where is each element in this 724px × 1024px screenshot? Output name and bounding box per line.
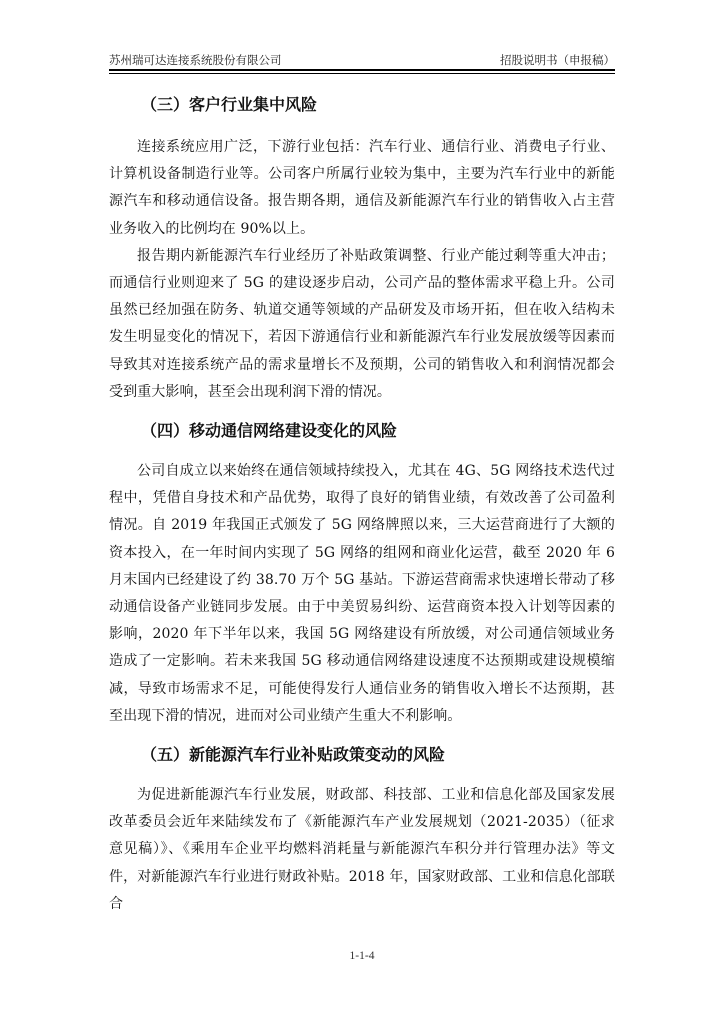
document-body	[109, 80, 615, 918]
page-header	[109, 50, 615, 68]
section-customer-concentration-risk	[109, 94, 615, 406]
section-heading: （三）客户行业集中风险	[141, 95, 318, 114]
body-paragraph: 公司自成立以来始终在通信领域持续投入，尤其在 4G、5G 网络技术迭代过程中，凭借自身技术和产品优势，取得了良好的销售业绩，有效改善了公司盈利情况。自 2019 年我国正式颁发了 5G 网络牌照以来，三大运营商进行了大额的资本投入，在一年时间内实现了 5G 网络的组网和商业化运营，截至 2020 年 6 月末国内已经建设了约 38.70 万个 5G 基站。下游运营商需求快速增长带动了移动通信设备产业链同步发展。由于中美贸易纠纷、运营商资本投入计划等因素的影响，2020 年下半年以来，我国 5G 网络建设有所放缓，对公司通信领域业务造成了一定影响。若未来我国 5G 移动通信网络建设速度不达预期或建设规模缩减，导致市场需求不足，可能使得发行人通信业务的销售收入增长不达预期，甚至出现下滑的情况，进而对公司业绩产生重大不利影响。	[109, 463, 615, 724]
header-document-type: 招股说明书（申报稿）	[500, 53, 615, 67]
body-paragraph: 报告期内新能源汽车行业经历了补贴政策调整、行业产能过剩等重大冲击；而通信行业则迎来了 5G 的建设逐步启动，公司产品的整体需求平稳上升。公司虽然已经加强在防务、轨道交通等领域的产品研发及市场开拓，但在收入结构未发生明显变化的情况下，若因下游通信行业和新能源汽车行业发展放缓等因素而导致其对连接系统产品的需求量增长不及预期，公司的销售收入和利润情况都会受到重大影响，甚至会出现利润下滑的情况。	[109, 247, 615, 400]
section-nev-subsidy-risk	[109, 744, 615, 918]
body-paragraph: 为促进新能源汽车行业发展，财政部、科技部、工业和信息化部及国家发展改革委员会近年来陆续发布了《新能源汽车产业发展规划（2021-2035）（征求意见稿）》、《乘用车企业平均燃料消耗量与新能源汽车积分并行管理办法》等文件，对新能源汽车行业进行财政补贴。2018 年，国家财政部、工业和信息化部联合	[109, 787, 615, 912]
body-paragraph: 连接系统应用广泛，下游行业包括：汽车行业、通信行业、消费电子行业、计算机设备制造行业等。公司客户所属行业较为集中，主要为汽车行业中的新能源汽车和移动通信设备。报告期各期，通信及新能源汽车行业的销售收入占主营业务收入的比例均在 90%以上。	[109, 139, 615, 237]
header-rule	[109, 69, 615, 71]
section-mobile-network-risk	[109, 420, 615, 730]
section-heading: （五）新能源汽车行业补贴政策变动的风险	[141, 745, 446, 765]
header-rule-thin	[109, 73, 615, 74]
header-company-name: 苏州瑞可达连接系统股份有限公司	[109, 53, 282, 67]
page-number: 1-1-4	[349, 950, 375, 962]
section-heading: （四）移动通信网络建设变化的风险	[141, 421, 398, 441]
